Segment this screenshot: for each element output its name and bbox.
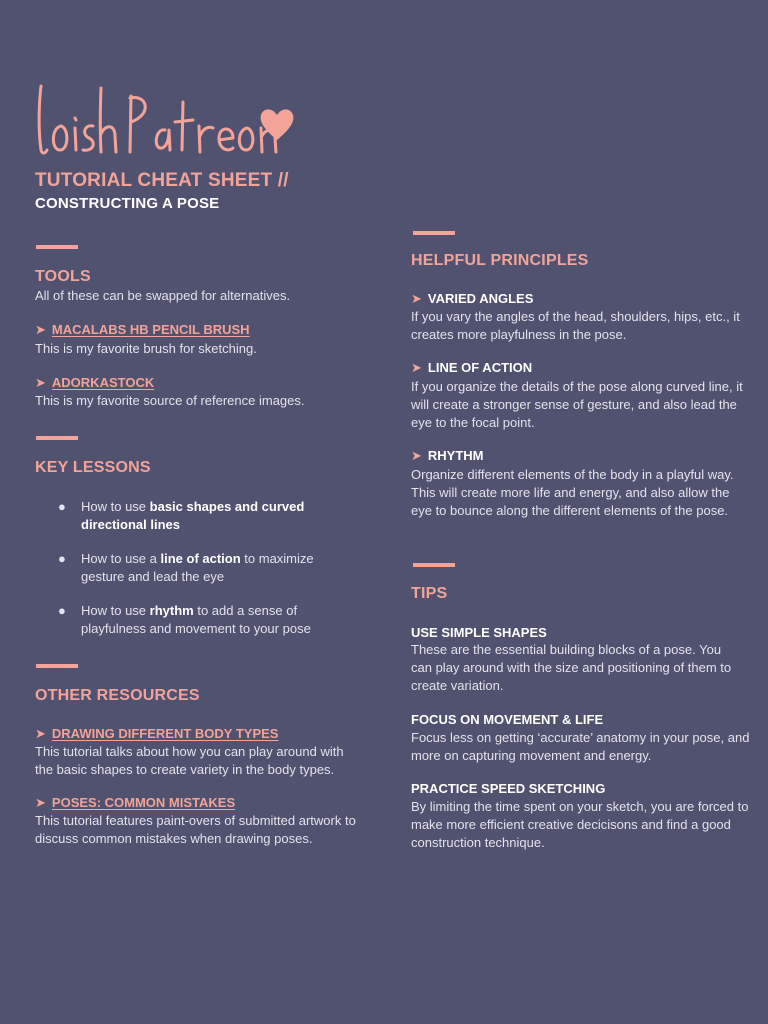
principle-name: LINE OF ACTION bbox=[427, 360, 533, 375]
lesson-emphasis: line of action bbox=[160, 551, 241, 566]
section-divider bbox=[36, 245, 78, 249]
page-subtitle: CONSTRUCTING A POSE bbox=[35, 195, 220, 212]
page-title: TUTORIAL CHEAT SHEET // bbox=[35, 170, 289, 191]
principle-desc-rhythm: Organize different elements of the body in a playful way. This will create more life and energy, and also allow the eye to bounce along the different elements of the pose. bbox=[411, 467, 734, 518]
resource-item-body-types bbox=[35, 726, 278, 742]
tool-item-macalabs bbox=[35, 322, 250, 338]
section-divider bbox=[413, 563, 455, 567]
tips-heading: TIPS bbox=[411, 585, 448, 602]
tip-desc-speed-sketching: By limiting the time spent on your sketch, you are forced to make more efficient creative decicisons and find a good construction technique. bbox=[411, 799, 749, 850]
heart-icon bbox=[257, 104, 297, 144]
bullet-icon: ● bbox=[58, 603, 66, 618]
key-lessons-heading: KEY LESSONS bbox=[35, 459, 151, 476]
tip-desc-movement: Focus less on getting ‘accurate’ anatomy in your pose, and more on capturing movement and energy. bbox=[411, 730, 750, 763]
bullet-icon: ● bbox=[58, 551, 66, 566]
arrow-icon: ➤ bbox=[35, 375, 46, 390]
lesson-text: to add a sense of playfulness and movement to your pose bbox=[81, 603, 311, 636]
resource-desc-common-mistakes: This tutorial features paint-overs of submitted artwork to discuss common mistakes when drawing poses. bbox=[35, 813, 356, 846]
bullet-icon: ● bbox=[58, 499, 66, 514]
lesson-emphasis: rhythm bbox=[149, 603, 194, 618]
tool-item-adorkastock bbox=[35, 375, 154, 391]
lesson-text: How to use bbox=[81, 499, 150, 514]
principle-desc-line-of-action: If you organize the details of the pose along curved line, it will create a stronger sense of gesture, and also lead the eye to the focal point. bbox=[411, 379, 743, 430]
other-resources-heading: OTHER RESOURCES bbox=[35, 687, 200, 704]
lesson-item bbox=[58, 602, 348, 638]
arrow-icon: ➤ bbox=[411, 360, 422, 375]
principle-item-varied-angles bbox=[411, 291, 533, 307]
macalabs-brush-link[interactable]: MACALABS HB PENCIL BRUSH bbox=[51, 322, 250, 337]
resource-desc-body-types: This tutorial talks about how you can play around with the basic shapes to create variety in the body types. bbox=[35, 744, 344, 777]
lesson-item bbox=[58, 550, 348, 586]
principle-name: RHYTHM bbox=[427, 448, 484, 463]
tools-heading: TOOLS bbox=[35, 268, 91, 285]
loish-patreon-logo bbox=[35, 78, 305, 163]
arrow-icon: ➤ bbox=[35, 726, 46, 741]
principle-desc-varied-angles: If you vary the angles of the head, shoulders, hips, etc., it creates more playfulness in the pose. bbox=[411, 309, 740, 342]
principles-heading: HELPFUL PRINCIPLES bbox=[411, 252, 589, 269]
lesson-emphasis: basic shapes and curved directional lines bbox=[81, 499, 305, 532]
tool-desc-adorkastock: This is my favorite source of reference images. bbox=[35, 393, 305, 408]
arrow-icon: ➤ bbox=[35, 322, 46, 337]
principle-name: VARIED ANGLES bbox=[427, 291, 534, 306]
tip-name-simple-shapes: USE SIMPLE SHAPES bbox=[411, 625, 547, 640]
body-types-link[interactable]: DRAWING DIFFERENT BODY TYPES bbox=[51, 726, 279, 741]
tip-desc-simple-shapes: These are the essential building blocks of a pose. You can play around with the size and positioning of them to create variation. bbox=[411, 642, 732, 693]
tip-name-movement: FOCUS ON MOVEMENT & LIFE bbox=[411, 712, 604, 727]
tools-intro: All of these can be swapped for alternatives. bbox=[35, 288, 291, 303]
arrow-icon: ➤ bbox=[411, 448, 422, 463]
lesson-text: How to use bbox=[81, 603, 150, 618]
arrow-icon: ➤ bbox=[411, 291, 422, 306]
common-mistakes-link[interactable]: POSES: COMMON MISTAKES bbox=[51, 795, 236, 810]
adorkastock-link[interactable]: ADORKASTOCK bbox=[51, 375, 155, 390]
section-divider bbox=[36, 436, 78, 440]
resource-item-common-mistakes bbox=[35, 795, 235, 811]
section-divider bbox=[413, 231, 455, 235]
tool-desc-macalabs: This is my favorite brush for sketching. bbox=[35, 341, 257, 356]
lesson-text: How to use a bbox=[81, 551, 161, 566]
principle-item-rhythm bbox=[411, 448, 484, 464]
lesson-item bbox=[58, 498, 348, 534]
section-divider bbox=[36, 664, 78, 668]
tip-name-speed-sketching: PRACTICE SPEED SKETCHING bbox=[411, 781, 606, 796]
arrow-icon: ➤ bbox=[35, 795, 46, 810]
principle-item-line-of-action bbox=[411, 360, 532, 376]
lesson-text: to maximize gesture and lead the eye bbox=[81, 551, 314, 584]
